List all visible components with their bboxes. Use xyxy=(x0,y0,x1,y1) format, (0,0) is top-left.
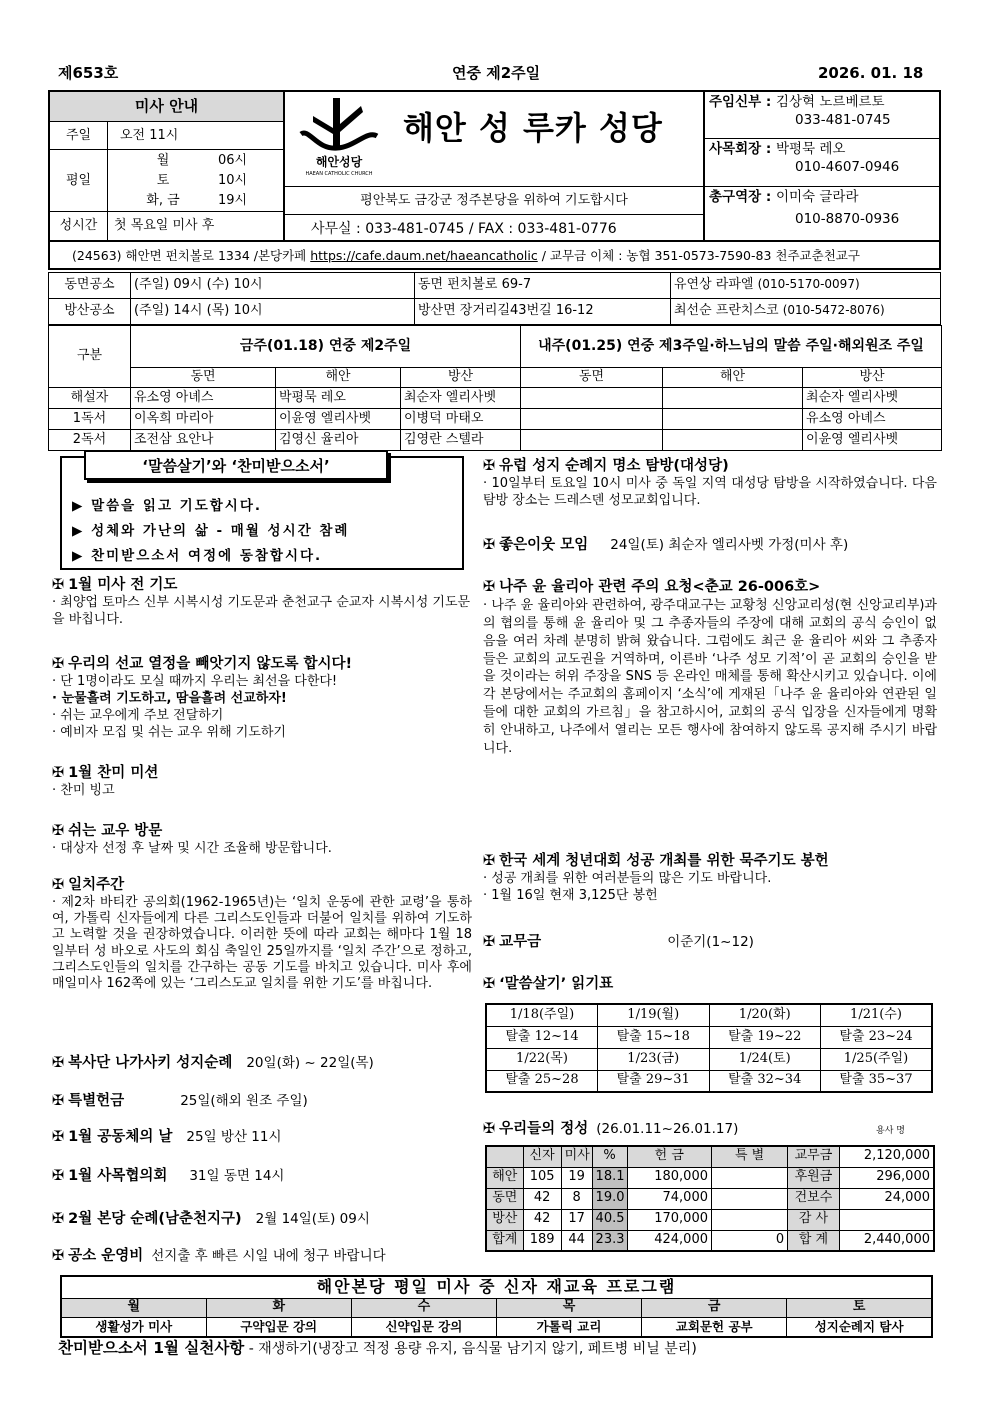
footer-practice: 찬미받으소서 1월 실천사항 - 재생하기(냉장고 적정 용량 유지, 음식물 남기지 않기, 페트병 비닐 분리) xyxy=(58,1339,697,1357)
banner-box xyxy=(60,456,464,570)
notice-right-0: ✠ 유럽 성지 순례지 명소 탐방(대성당) · 10일부터 토요일 10시 미사 중 독일 지역 대성당 탐방을 시작하였습니다. 다음 탐방 장소는 드레스덴 성모교회입니다. xyxy=(483,458,937,508)
office-phone: 사무실 : 033-481-0745 / FAX : 033-481-0776 xyxy=(285,214,703,242)
notice-right-2: ✠ 나주 윤 율리아 관련 주의 요청<춘교 26-006호> · 나주 윤 율리아와 관련하여, 광주대교구는 교황청 신앙교리성(현 신앙교리부)과의 협의를 통해 윤 율리아 및 그 추종자들의 주장에 대해 교회의 공식 승인이 없음을 여러 차례 분명히 밝혀 왔습니다. 그럼에도 최근 윤 율리아 씨와 그 추종자들은 교회의 교도권을 거역하며, 이른바 ‘나주 성모 기적’이 곧 교회의 승인을 받을 것이라는 허위 주장을 SNS 등 온라인 매체를 통해 확산시키고 있습니다. 이에 각 본당에서는 주교회의 홈페이지 ‘소식’에 게재된「나주 윤 율리아와 연관된 일들에 대한 교회의 가르침」을 참고하시어, 교회의 공식 입장을 신자들에게 명확히 안내하고, 나주에서 열리는 모든 행사에 참여하지 않도록 공지해 주시기 바랍니다. xyxy=(483,579,937,757)
notice-right-1: ✠ 좋은이웃 모임 24일(토) 최순자 엘리사벳 가정(미사 후) xyxy=(483,537,849,553)
offering-table: 신자 미사 % 헌 금 특 별 교무금 2,120,000 해안 105 19 18.1 180,000 후원금 296,000 동면 42 8 19.0 74,000 건보수 24,000 방산 42 17 40.5 170,000 감 사 합계 189 44 23.3 424,000 0 합 계 2,440,000 xyxy=(485,1145,935,1252)
cross-mark-icon: ✠ xyxy=(483,579,496,595)
table-row: 해설자 유소영 아녜스 박평묵 레오 최순자 엘리사벳 최순자 엘리사벳 xyxy=(49,388,942,409)
cross-mark-icon: ✠ xyxy=(483,853,496,869)
logo-text: 해안성당 xyxy=(315,155,363,169)
banner-title: ‘말씀살기’와 ‘찬미받으소서’ xyxy=(84,450,388,480)
cross-mark-icon: ✠ xyxy=(52,577,65,593)
reading-table: 1/18(주일) 1/19(월) 1/20(화) 1/21(수) 탈출 12~14 탈출 15~18 탈출 19~22 탈출 23~24 1/22(목) 1/23(금) 1/24(토) 1/25(주일) 탈출 25~28 탈출 29~31 탈출 32~34 탈출 35~37 xyxy=(485,1003,933,1093)
table-row: 2독서 조전삼 요안나 김영신 율리아 김영란 스텔라 이윤영 엘리사벳 xyxy=(49,430,942,451)
staff-info: 주임신부 : 김상혁 노르베르토 033-481-0745 사목회장 : 박평묵 레오 010-4607-0946 총구역장 : 이미숙 글라라 010-8870-0936 xyxy=(703,90,941,242)
table-row: 방산 42 17 40.5 170,000 감 사 xyxy=(486,1209,934,1230)
notice-right-3: ✠ 한국 세계 청년대회 성공 개최를 위한 묵주기도 봉헌 · 성공 개최를 위한 여러분들의 많은 기도 바랍니다. · 1월 16일 현재 3,125단 봉헌 xyxy=(483,853,829,903)
cross-mark-icon: ✠ xyxy=(52,1211,65,1227)
cross-mark-icon: ✠ xyxy=(52,877,65,893)
banner-item: ▶ 성체와 가난의 삶 - 매월 성시간 참례 xyxy=(72,523,350,539)
notice-left-3: ✠ 쉬는 교우 방문 · 대상자 선정 후 날짜 및 시간 조율해 방문합니다. xyxy=(52,823,332,856)
cafe-link[interactable]: https://cafe.daum.net/haeancatholic xyxy=(310,248,538,263)
cross-mark-icon: ✠ xyxy=(52,1248,65,1264)
cross-mark-icon: ✠ xyxy=(52,1055,65,1071)
this-week-title: 금주(01.18) 연중 제2주일 xyxy=(131,326,521,368)
issue-number: 제653호 xyxy=(58,64,119,82)
notice-left-2: ✠ 1월 찬미 미션 · 찬미 빙고 xyxy=(52,765,159,798)
table-row: 1독서 이옥희 마리아 이윤영 엘리사벳 이병덕 마태오 유소영 아녜스 xyxy=(49,409,942,430)
church-name: 해안 성 루카 성당 xyxy=(403,109,663,147)
church-header xyxy=(285,90,703,242)
cross-mark-icon: ✠ xyxy=(483,934,496,950)
notice-left-5: ✠ 복사단 나가사키 성지순례 20일(화) ~ 22일(목) xyxy=(52,1055,374,1071)
cross-mark-icon: ✠ xyxy=(52,1093,65,1109)
cross-mark-icon: ✠ xyxy=(52,1168,65,1184)
program-title: 해안본당 평일 미사 중 신자 재교육 프로그램 xyxy=(61,1276,932,1298)
gongso-table: 동면공소 (주일) 09시 (수) 10시 동면 펀치볼로 69-7 유연상 라파엘 (010-5170-0097) 방산공소 (주일) 14시 (목) 10시 방산면 장거리길43번길 16-12 최선순 프란치스코 (010-5472-8076) xyxy=(48,272,941,325)
program-table: 해안본당 평일 미사 중 신자 재교육 프로그램 월 화 수 목 금 토 생활성가 미사 구약입문 강의 신약입문 강의 가톨릭 교리 교회문헌 공부 성지순례지 탐사 xyxy=(60,1275,933,1338)
table-row: 동면 42 8 19.0 74,000 건보수 24,000 xyxy=(486,1188,934,1209)
notice-left-9: ✠ 2월 본당 순례(남춘천지구) 2월 14일(토) 09시 xyxy=(52,1211,370,1227)
notice-left-6: ✠ 특별헌금 25일(해외 원조 주일) xyxy=(52,1093,308,1109)
cross-mark-icon: ✠ xyxy=(52,1129,65,1145)
offering-title: ✠ 우리들의 정성 (26.01.11~26.01.17) xyxy=(483,1121,739,1137)
cross-mark-icon: ✠ xyxy=(52,765,65,781)
banner-item: ▶ 말씀을 읽고 기도합시다. xyxy=(72,498,263,514)
banner-item: ▶ 찬미받으소서 여정에 동참합시다. xyxy=(72,548,323,564)
cross-mark-icon: ✠ xyxy=(483,458,496,474)
next-week-title: 내주(01.25) 연중 제3주일·하느님의 말씀 주일·해외원조 주일 xyxy=(521,326,942,368)
cross-mark-icon: ✠ xyxy=(483,1121,496,1137)
notice-right-4: ✠ 교무금 이준기(1~12) xyxy=(483,934,754,950)
notice-left-1: ✠ 우리의 선교 열정을 빼앗기지 않도록 합시다! · 단 1명이라도 모실 때까지 우리는 최선을 다한다! · 눈물흘려 기도하고, 땀을흘려 선교하자! · 쉬는 교우에게 주보 전달하기 · 예비자 모집 및 쉬는 교우 위해 기도하기 xyxy=(52,656,353,740)
logo-subtext: HAEAN CATHOLIC CHURCH xyxy=(305,171,373,177)
offering-unit: 용사 명 xyxy=(876,1126,905,1136)
address-line: (24563) 해안면 펀치볼로 1334 /본당카페 https://cafe.daum.net/haeancatholic / 교무금 이체 : 농협 351-0573-7590-83 천주교춘천교구 xyxy=(48,242,941,270)
reading-title: ✠ ‘말씀살기’ 읽기표 xyxy=(483,976,614,992)
bulletin-date: 2026. 01. 18 xyxy=(818,64,924,82)
cross-mark-icon: ✠ xyxy=(52,823,65,839)
notice-left-8: ✠ 1월 사목협의회 31일 동면 14시 xyxy=(52,1168,285,1184)
mass-schedule: 미사 안내 주일 오전 11시 평일 월 06시 토 10시 화, 금 19시 성시간 첫 목요일 미사 후 xyxy=(48,90,285,242)
cross-mark-icon: ✠ xyxy=(483,976,496,992)
roles-table: 구분 금주(01.18) 연중 제2주일 내주(01.25) 연중 제3주일·하느님의 말씀 주일·해외원조 주일 동면 해안 방산 동면 해안 방산 해설자 유소영 아녜스 박평묵 레오 최순자 엘리사벳 최순자 엘리사벳 1독서 이옥희 마리아 이윤영 엘리사벳 이병덕 마태오 유소영 아녜스 2독서 조전삼 요안나 김영신 율리아 김영란 스텔라 이윤영 엘리사벳 xyxy=(48,325,942,451)
liturgical-week: 연중 제2주일 xyxy=(452,64,541,82)
notice-left-10: ✠ 공소 운영비 선지출 후 빠른 시일 내에 청구 바랍니다 xyxy=(52,1248,386,1264)
prayer-intention: 평안북도 금강군 정주본당을 위하여 기도합시다 xyxy=(285,186,703,214)
cross-mark-icon: ✠ xyxy=(52,656,65,672)
table-row: 합계 189 44 23.3 424,000 0 합 계 2,440,000 xyxy=(486,1230,934,1251)
cross-mark-icon: ✠ xyxy=(483,537,496,553)
table-row: 해안 105 19 18.1 180,000 후원금 296,000 xyxy=(486,1167,934,1188)
notice-left-7: ✠ 1월 공동체의 날 25일 방산 11시 xyxy=(52,1129,282,1145)
mass-title: 미사 안내 xyxy=(50,92,283,122)
notice-left-4: ✠ 일치주간 · 제2차 바티칸 공의회(1962-1965년)는 ‘일치 운동에 관한 교령’을 통하여, 가톨릭 신자들에게 다른 그리스도인들과 더불어 일치를 위하여 기도하고 노력할 것을 권장하였습니다. 이러한 뜻에 따라 교회는 해마다 1월 18일부터 성 바오로 사도의 회심 축일인 25일까지를 ‘일치 주간’으로 정하고, 그리스도인들의 일치를 간구하는 공동 기도를 바치고 있습니다. 미사 후에 매일미사 162쪽에 있는 ‘그리스도교 일치를 위한 기도’를 바칩니다. xyxy=(52,877,472,992)
notice-left-0: ✠ 1월 미사 전 기도 · 최양업 토마스 신부 시복시성 기도문과 춘천교구 순교자 시복시성 기도문을 바칩니다. xyxy=(52,577,471,627)
